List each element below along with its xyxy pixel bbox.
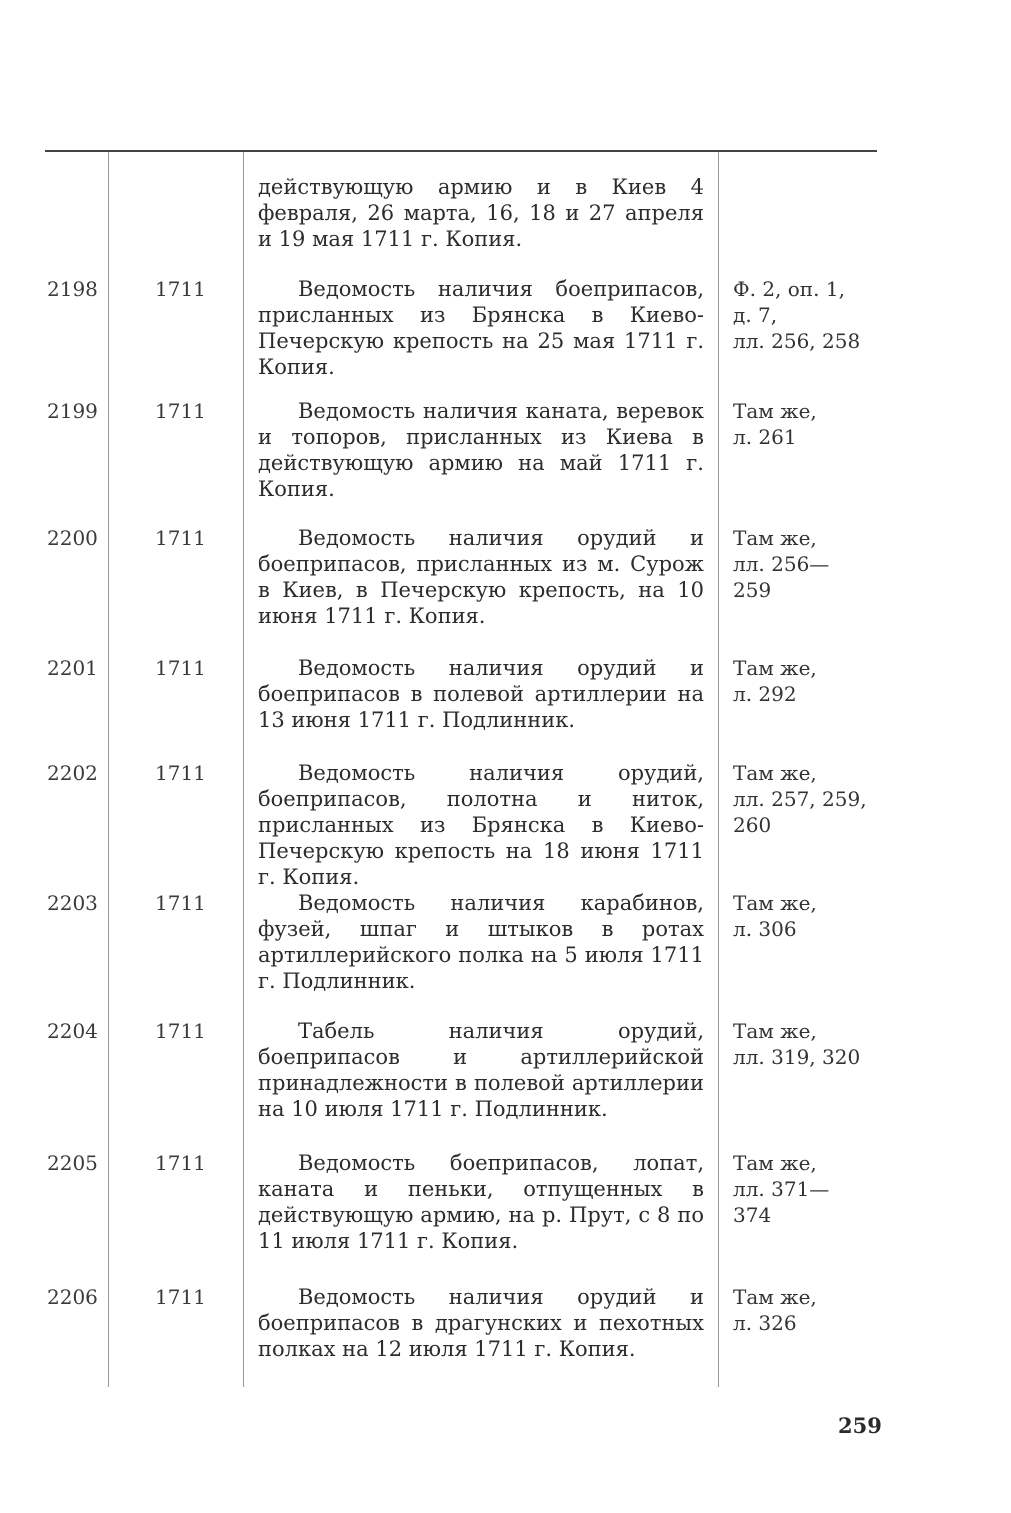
entry-number: 2199 xyxy=(47,399,98,423)
column-divider-year-description xyxy=(243,152,244,1387)
entry-reference: Там же, лл. 257, 259, 260 xyxy=(733,761,867,837)
entry-description: Ведомость наличия каната, веревок и топоров, присланных из Киева в действующую армию на май 1711 г. Копия. xyxy=(258,399,704,501)
entry-reference: Там же, л. 326 xyxy=(733,1285,817,1335)
entry-number: 2200 xyxy=(47,526,98,550)
entry-number: 2198 xyxy=(47,277,98,301)
entry-description: Табель наличия орудий, боеприпасов и артиллерийской принадлежности в полевой артиллерии на 10 июля 1711 г. Подлинник. xyxy=(258,1019,704,1121)
entry-number: 2203 xyxy=(47,891,98,915)
entry-description: Ведомость наличия орудий, боеприпасов, полотна и ниток, присланных из Брянска в Киево-Печерскую крепость на 18 июня 1711 г. Копия. xyxy=(258,761,704,889)
entry-year: 1711 xyxy=(155,1151,206,1175)
entry-year: 1711 xyxy=(155,399,206,423)
entry-description: Ведомость наличия боеприпасов, присланных из Брянска в Киево-Печерскую крепость на 25 мая 1711 г. Копия. xyxy=(258,277,704,379)
entry-number: 2205 xyxy=(47,1151,98,1175)
entry-description: Ведомость боеприпасов, лопат, каната и пеньки, отпущенных в действующую армию, на р. Прут, с 8 по 11 июля 1711 г. Копия. xyxy=(258,1151,704,1253)
top-rule xyxy=(45,150,877,152)
entry-reference: Там же, л. 306 xyxy=(733,891,817,941)
entry-number: 2202 xyxy=(47,761,98,785)
entry-number: 2206 xyxy=(47,1285,98,1309)
entry-number: 2201 xyxy=(47,656,98,680)
entry-description: действующую армию и в Киев 4 февраля, 26 марта, 16, 18 и 27 апреля и 19 мая 1711 г. Копия. xyxy=(258,175,704,251)
entry-description: Ведомость наличия орудий и боеприпасов в полевой артиллерии на 13 июня 1711 г. Подлинник. xyxy=(258,656,704,732)
entry-description: Ведомость наличия карабинов, фузей, шпаг и штыков в ротах артиллерийского полка на 5 июля 1711 г. Подлинник. xyxy=(258,891,704,993)
page-number: 259 xyxy=(838,1413,882,1438)
entry-reference: Там же, л. 261 xyxy=(733,399,817,449)
entry-reference: Ф. 2, оп. 1, д. 7, лл. 256, 258 xyxy=(733,277,861,353)
entry-reference: Там же, л. 292 xyxy=(733,656,817,706)
entry-year: 1711 xyxy=(155,1285,206,1309)
entry-year: 1711 xyxy=(155,1019,206,1043)
entry-number: 2204 xyxy=(47,1019,98,1043)
entry-description: Ведомость наличия орудий и боеприпасов, присланных из м. Сурож в Киев, в Печерскую крепость, на 10 июня 1711 г. Копия. xyxy=(258,526,704,628)
entry-year: 1711 xyxy=(155,656,206,680)
entry-year: 1711 xyxy=(155,526,206,550)
column-divider-number-year xyxy=(108,152,109,1387)
column-divider-description-reference xyxy=(718,152,719,1387)
entry-year: 1711 xyxy=(155,761,206,785)
entry-reference: Там же, лл. 256— 259 xyxy=(733,526,830,602)
entry-year: 1711 xyxy=(155,277,206,301)
entry-reference: Там же, лл. 319, 320 xyxy=(733,1019,861,1069)
entry-reference: Там же, лл. 371— 374 xyxy=(733,1151,830,1227)
entry-description: Ведомость наличия орудий и боеприпасов в драгунских и пехотных полках на 12 июля 1711 г. Копия. xyxy=(258,1285,704,1361)
entry-year: 1711 xyxy=(155,891,206,915)
